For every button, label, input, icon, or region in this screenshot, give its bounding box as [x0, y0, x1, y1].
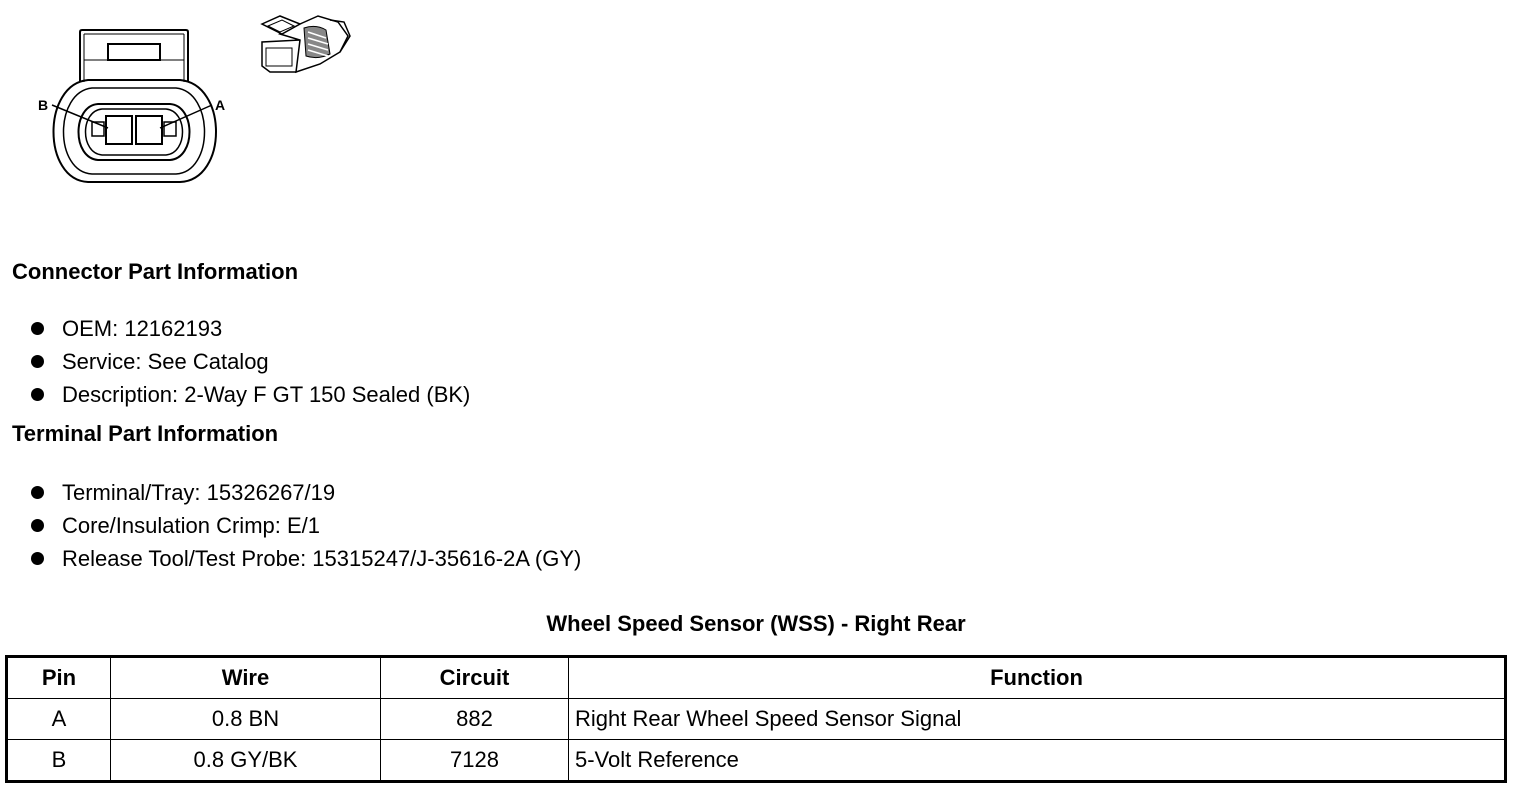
pin-cell: A: [7, 699, 111, 740]
wire-cell: 0.8 BN: [111, 699, 381, 740]
column-header-circuit: Circuit: [381, 657, 569, 699]
pin-cell: B: [7, 740, 111, 782]
list-item-text: Release Tool/Test Probe: 15315247/J-35616-2A (GY): [62, 545, 582, 571]
connector-diagram: [0, 0, 400, 200]
terminal-part-info-heading: Terminal Part Information: [12, 421, 279, 446]
list-item-text: Core/Insulation Crimp: E/1: [62, 512, 320, 538]
pin-label-a: A: [215, 97, 226, 113]
table-row: [7, 740, 1506, 782]
terminal-part-info-list: [28, 476, 581, 575]
list-item: [28, 509, 581, 542]
list-item-text: Service: See Catalog: [62, 348, 269, 374]
list-item-text: Terminal/Tray: 15326267/19: [62, 479, 336, 505]
connector-part-info-list: [28, 312, 470, 411]
table-row: [7, 699, 1506, 740]
pin-b-cavity: [106, 116, 132, 144]
connector-part-info-heading: Connector Part Information: [12, 259, 299, 284]
connector-face-view: [52, 30, 216, 182]
list-item: [28, 345, 470, 378]
list-item-text: OEM: 12162193: [62, 315, 223, 341]
bullet-icon: [31, 519, 44, 532]
connector-3d-view: [262, 16, 350, 72]
bullet-icon: [31, 486, 44, 499]
bullet-icon: [31, 355, 44, 368]
list-item: [28, 378, 470, 411]
list-item: [28, 542, 581, 575]
wire-cell: 0.8 GY/BK: [111, 740, 381, 782]
circuit-cell: 882: [381, 699, 569, 740]
list-item: [28, 476, 581, 509]
list-item-text: Description: 2-Way F GT 150 Sealed (BK): [62, 381, 471, 407]
bullet-icon: [31, 322, 44, 335]
function-cell: 5-Volt Reference: [569, 740, 1506, 782]
pin-label-b: B: [38, 97, 49, 113]
bullet-icon: [31, 388, 44, 401]
column-header-pin: Pin: [7, 657, 111, 699]
list-item: [28, 312, 470, 345]
circuit-cell: 7128: [381, 740, 569, 782]
table-title: Wheel Speed Sensor (WSS) - Right Rear: [546, 611, 966, 636]
pin-table: [5, 655, 1507, 783]
table-header-row: [7, 657, 1506, 699]
column-header-function: Function: [569, 657, 1506, 699]
pin-a-cavity: [136, 116, 162, 144]
function-cell: Right Rear Wheel Speed Sensor Signal: [569, 699, 1506, 740]
column-header-wire: Wire: [111, 657, 381, 699]
bullet-icon: [31, 552, 44, 565]
